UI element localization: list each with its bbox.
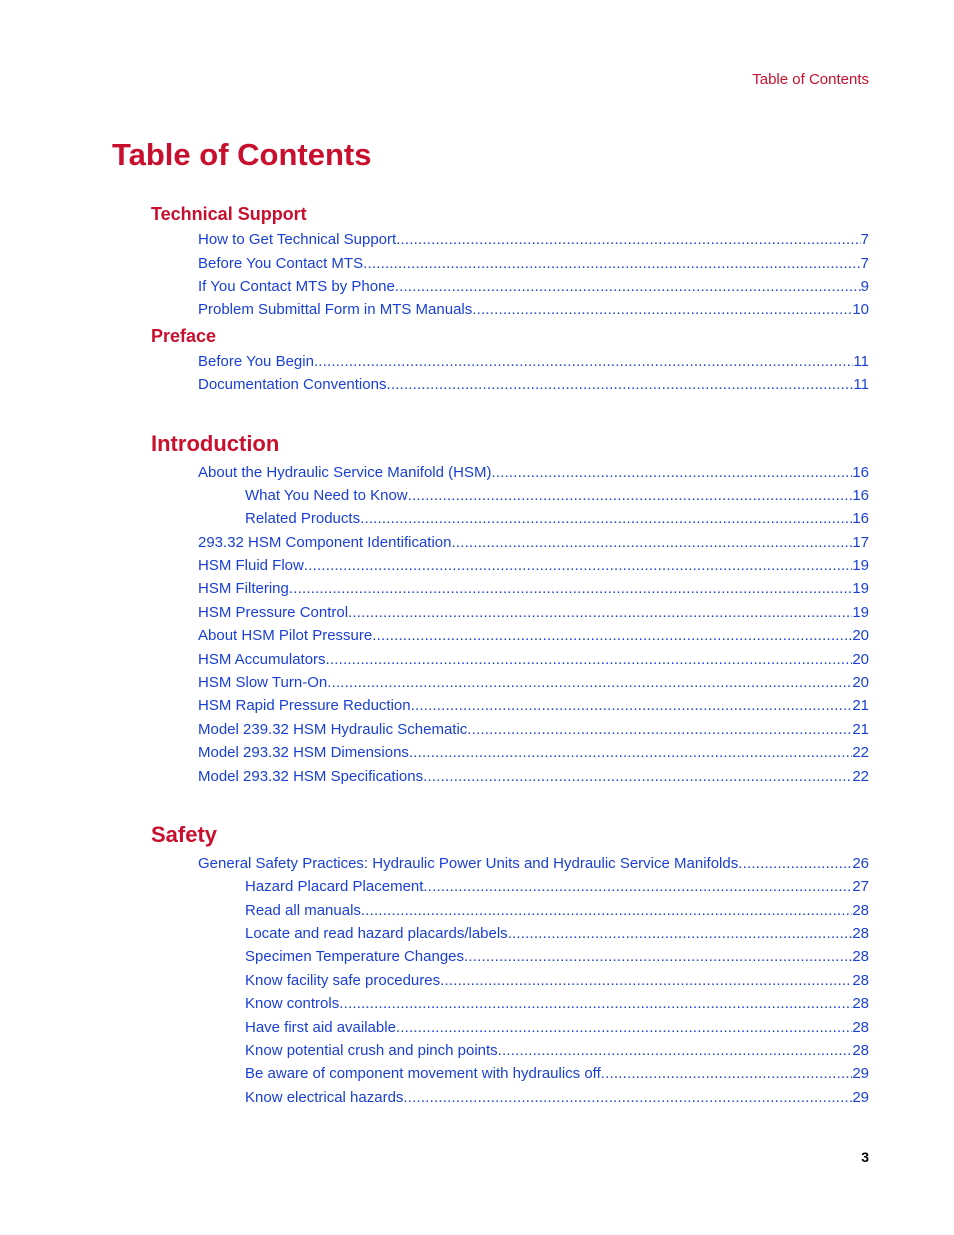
toc-entry[interactable] — [198, 228, 869, 248]
toc-entry-title: 293.32 HSM Component Identification — [198, 534, 452, 551]
toc-entry-title: Before You Begin — [198, 353, 314, 370]
toc-entry-page: 20 — [852, 627, 869, 644]
toc-leader-dots — [395, 278, 861, 295]
toc-entry[interactable] — [198, 350, 869, 370]
toc-entry[interactable] — [245, 1086, 869, 1106]
toc-leader-dots — [304, 557, 852, 574]
toc-entry-title: Know potential crush and pinch points — [245, 1042, 498, 1059]
toc-entry[interactable] — [245, 969, 869, 989]
toc-entry-page: 16 — [852, 487, 869, 504]
toc-entry-title: Know controls — [245, 995, 340, 1012]
toc-entry-page: 11 — [853, 353, 869, 370]
section-heading-technical-support[interactable]: Technical Support — [151, 204, 307, 224]
toc-entry-page: 19 — [852, 580, 869, 597]
toc-leader-dots — [396, 1019, 852, 1036]
toc-leader-dots — [326, 651, 853, 668]
toc-entry-page: 28 — [852, 925, 869, 942]
toc-leader-dots — [423, 878, 852, 895]
toc-entry-title: Related Products — [245, 510, 361, 527]
toc-entry-page: 26 — [852, 855, 869, 872]
toc-entry-title: If You Contact MTS by Phone — [198, 278, 395, 295]
toc-leader-dots — [348, 604, 852, 621]
toc-leader-dots — [361, 902, 852, 919]
toc-entry-title: Hazard Placard Placement — [245, 878, 424, 895]
toc-entry-page: 10 — [852, 301, 869, 318]
toc-entry-page: 28 — [852, 1042, 869, 1059]
toc-entry-title: Specimen Temperature Changes — [245, 948, 465, 965]
toc-entry-page: 27 — [852, 878, 869, 895]
toc-leader-dots — [386, 376, 853, 393]
toc-entry-page: 19 — [852, 604, 869, 621]
toc-entry-page: 22 — [852, 744, 869, 761]
toc-entry[interactable] — [198, 461, 869, 481]
toc-entry[interactable] — [245, 1016, 869, 1036]
toc-entry-title: Documentation Conventions — [198, 376, 387, 393]
toc-entry-page: 20 — [852, 651, 869, 668]
toc-entry-title: About HSM Pilot Pressure — [198, 627, 373, 644]
toc-leader-dots — [451, 534, 852, 551]
toc-entry-page: 20 — [852, 674, 869, 691]
toc-entry[interactable] — [245, 992, 869, 1012]
toc-entry[interactable] — [198, 718, 869, 738]
toc-entry-page: 28 — [852, 902, 869, 919]
toc-entry[interactable] — [198, 765, 869, 785]
toc-entry-title: Be aware of component movement with hydraulics off — [245, 1065, 601, 1082]
toc-entry[interactable] — [198, 601, 869, 621]
toc-entry-title: What You Need to Know — [245, 487, 408, 504]
toc-leader-dots — [411, 697, 853, 714]
toc-leader-dots — [327, 674, 852, 691]
toc-entry[interactable] — [198, 671, 869, 691]
toc-entry[interactable] — [198, 373, 869, 393]
toc-leader-dots — [396, 231, 860, 248]
toc-entry[interactable] — [198, 252, 869, 272]
section-heading-preface[interactable]: Preface — [151, 326, 217, 346]
toc-entry[interactable] — [198, 275, 869, 295]
toc-entry[interactable] — [198, 624, 869, 644]
toc-entry-page: 28 — [852, 1019, 869, 1036]
toc-entry-title: Problem Submittal Form in MTS Manuals — [198, 301, 473, 318]
toc-entry-page: 17 — [852, 534, 869, 551]
toc-entry-title: HSM Filtering — [198, 580, 289, 597]
toc-entry-page: 19 — [852, 557, 869, 574]
toc-leader-dots — [314, 353, 853, 370]
toc-entry-title: HSM Fluid Flow — [198, 557, 304, 574]
toc-entry-page: 16 — [852, 464, 869, 481]
toc-entry-page: 29 — [852, 1065, 869, 1082]
toc-entry-title: About the Hydraulic Service Manifold (HSM) — [198, 464, 492, 481]
toc-entry-page: 7 — [860, 231, 869, 248]
section-heading-introduction[interactable]: Introduction — [151, 431, 280, 456]
toc-entry-title: Before You Contact MTS — [198, 255, 364, 272]
toc-entry[interactable] — [198, 648, 869, 668]
toc-entry[interactable] — [245, 1039, 869, 1059]
running-header: Table of Contents — [752, 71, 869, 88]
toc-entry[interactable] — [245, 899, 869, 919]
toc-leader-dots — [363, 255, 861, 272]
toc-entry-page: 28 — [852, 948, 869, 965]
toc-leader-dots — [403, 1089, 852, 1106]
toc-leader-dots — [491, 464, 852, 481]
toc-entry[interactable] — [245, 507, 869, 527]
toc-leader-dots — [423, 768, 852, 785]
toc-entry[interactable] — [198, 298, 869, 318]
toc-entry[interactable] — [198, 577, 869, 597]
toc-entry-page: 28 — [852, 995, 869, 1012]
toc-leader-dots — [409, 744, 852, 761]
toc-entry-page: 21 — [852, 721, 869, 738]
toc-entry-title: Read all manuals — [245, 902, 361, 919]
toc-leader-dots — [440, 972, 852, 989]
toc-leader-dots — [372, 627, 852, 644]
section-heading-safety[interactable]: Safety — [151, 822, 218, 847]
toc-leader-dots — [360, 510, 852, 527]
toc-entry-page: 21 — [852, 697, 869, 714]
toc-entry[interactable] — [245, 922, 869, 942]
toc-entry[interactable] — [245, 484, 869, 504]
toc-entry-page: 28 — [852, 972, 869, 989]
toc-entry[interactable] — [198, 694, 869, 714]
toc-leader-dots — [289, 580, 852, 597]
page-title: Table of Contents — [112, 137, 372, 172]
toc-entry-title: HSM Pressure Control — [198, 604, 349, 621]
toc-leader-dots — [467, 721, 852, 738]
toc-entry-title: Know electrical hazards — [245, 1089, 404, 1106]
toc-leader-dots — [498, 1042, 853, 1059]
toc-leader-dots — [464, 948, 852, 965]
toc-entry-title: Locate and read hazard placards/labels — [245, 925, 508, 942]
toc-entry[interactable] — [245, 945, 869, 965]
toc-entry[interactable] — [245, 1062, 869, 1082]
toc-entry-title: Model 293.32 HSM Specifications — [198, 768, 424, 785]
toc-entry-title: How to Get Technical Support — [198, 231, 397, 248]
toc-leader-dots — [738, 855, 852, 872]
toc-leader-dots — [508, 925, 853, 942]
toc-entry[interactable] — [198, 741, 869, 761]
toc-entry-title: General Safety Practices: Hydraulic Power Units and Hydraulic Service Manifolds — [198, 855, 739, 872]
toc-entry-title: HSM Slow Turn-On — [198, 674, 328, 691]
toc-leader-dots — [339, 995, 852, 1012]
toc-entry-title: Model 293.32 HSM Dimensions — [198, 744, 409, 761]
toc-entry-title: HSM Rapid Pressure Reduction — [198, 697, 411, 714]
toc-entry-title: Have first aid available — [245, 1019, 396, 1036]
toc-entry-page: 16 — [852, 510, 869, 527]
toc-entry[interactable] — [198, 852, 869, 872]
toc-leader-dots — [601, 1065, 853, 1082]
toc-entry-page: 9 — [860, 278, 869, 295]
page-number: 3 — [861, 1149, 869, 1165]
toc-entry-page: 11 — [853, 376, 869, 393]
toc-entry-title: Know facility safe procedures — [245, 972, 441, 989]
toc-leader-dots — [472, 301, 852, 318]
toc-entry-page: 29 — [852, 1089, 869, 1106]
toc-entry-page: 22 — [852, 768, 869, 785]
toc-entry-title: Model 239.32 HSM Hydraulic Schematic — [198, 721, 468, 738]
toc-entry[interactable] — [198, 531, 869, 551]
toc-leader-dots — [408, 487, 853, 504]
toc-entry[interactable] — [245, 875, 869, 895]
toc-entry[interactable] — [198, 554, 869, 574]
toc-entry-title: HSM Accumulators — [198, 651, 326, 668]
toc-entry-page: 7 — [860, 255, 869, 272]
